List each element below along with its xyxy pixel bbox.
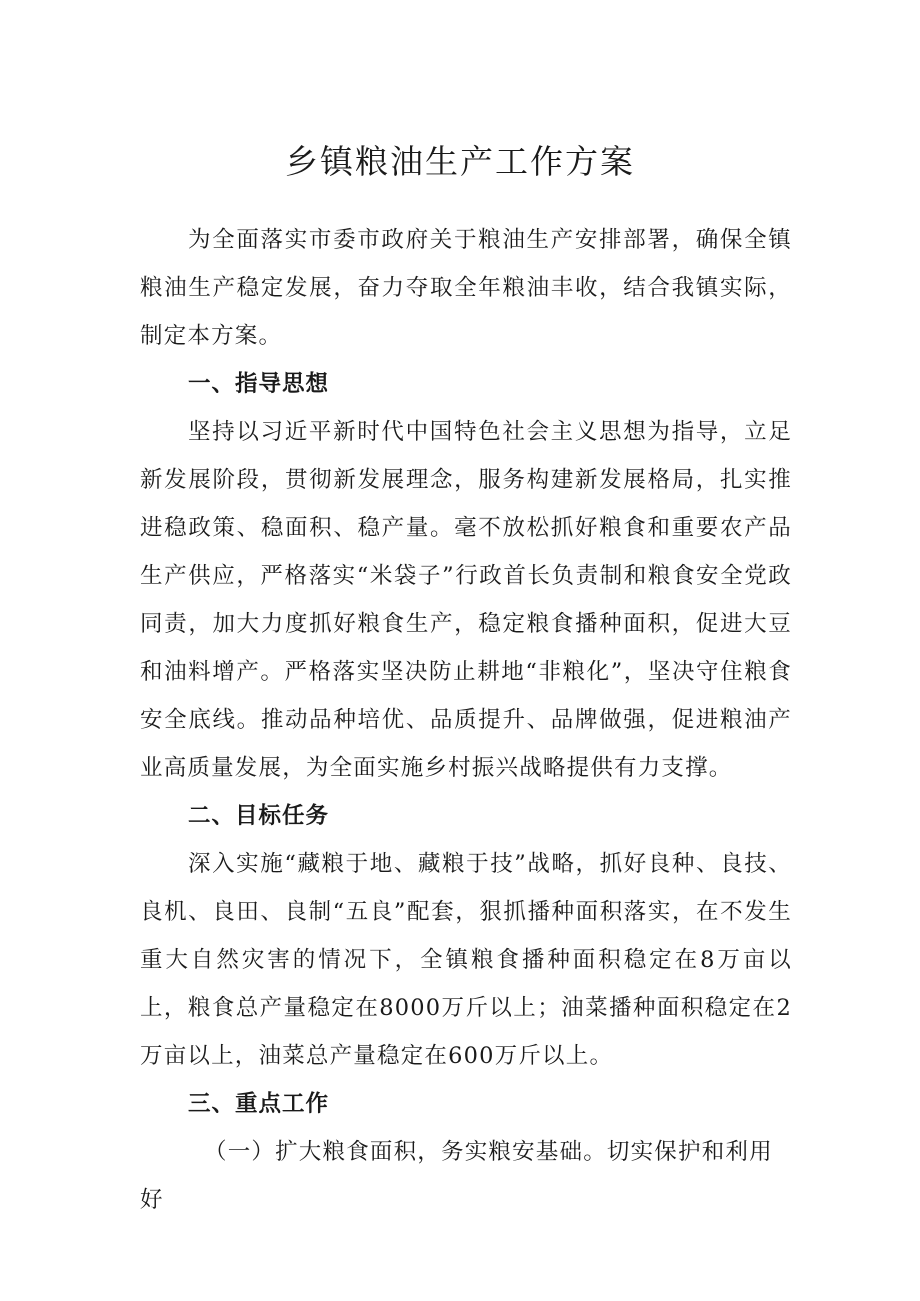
section-paragraph-guiding-ideology: 坚持以习近平新时代中国特色社会主义思想为指导，立足新发展阶段，贯彻新发展理念，服务构建新发展格局，扎实推进稳政策、稳面积、稳产量。毫不放松抓好粮食和重要农产品生产供应，严格落实“米袋子”行政首长负责制和粮食安全党政同责，加大力度抓好粮食生产，稳定粮食播种面积，促进大豆和油料增产。严格落实坚决防止耕地“非粮化”，坚决守住粮食安全底线。推动品种培优、品质提升、品牌做强，促进粮油产业高质量发展，为全面实施乡村振兴战略提供有力支撑。	[140, 419, 792, 781]
document-body	[140, 216, 792, 1224]
section-paragraph-targets: 深入实施“藏粮于地、藏粮于技”战略，抓好良种、良技、良机、良田、良制“五良”配套，狠抓播种面积落实，在不发生重大自然灾害的情况下，全镇粮食播种面积稳定在8万亩以上，粮食总产量稳定在8000万斤以上；油菜播种面积稳定在2万亩以上，油菜总产量稳定在600万斤以上。	[140, 851, 792, 1069]
intro-paragraph: 为全面落实市委市政府关于粮油生产安排部署，确保全镇粮油生产稳定发展，奋力夺取全年粮油丰收，结合我镇实际，制定本方案。	[140, 227, 792, 349]
section-heading-key-work: 三、重点工作	[188, 1091, 330, 1117]
section-paragraph-key-work: （一）扩大粮食面积，务实粮安基础。切实保护和利用好	[140, 1139, 773, 1213]
section-heading-targets: 二、目标任务	[188, 803, 330, 829]
section-heading-guiding-ideology: 一、指导思想	[188, 371, 330, 397]
document-title: 乡镇粮油生产工作方案	[285, 142, 635, 181]
